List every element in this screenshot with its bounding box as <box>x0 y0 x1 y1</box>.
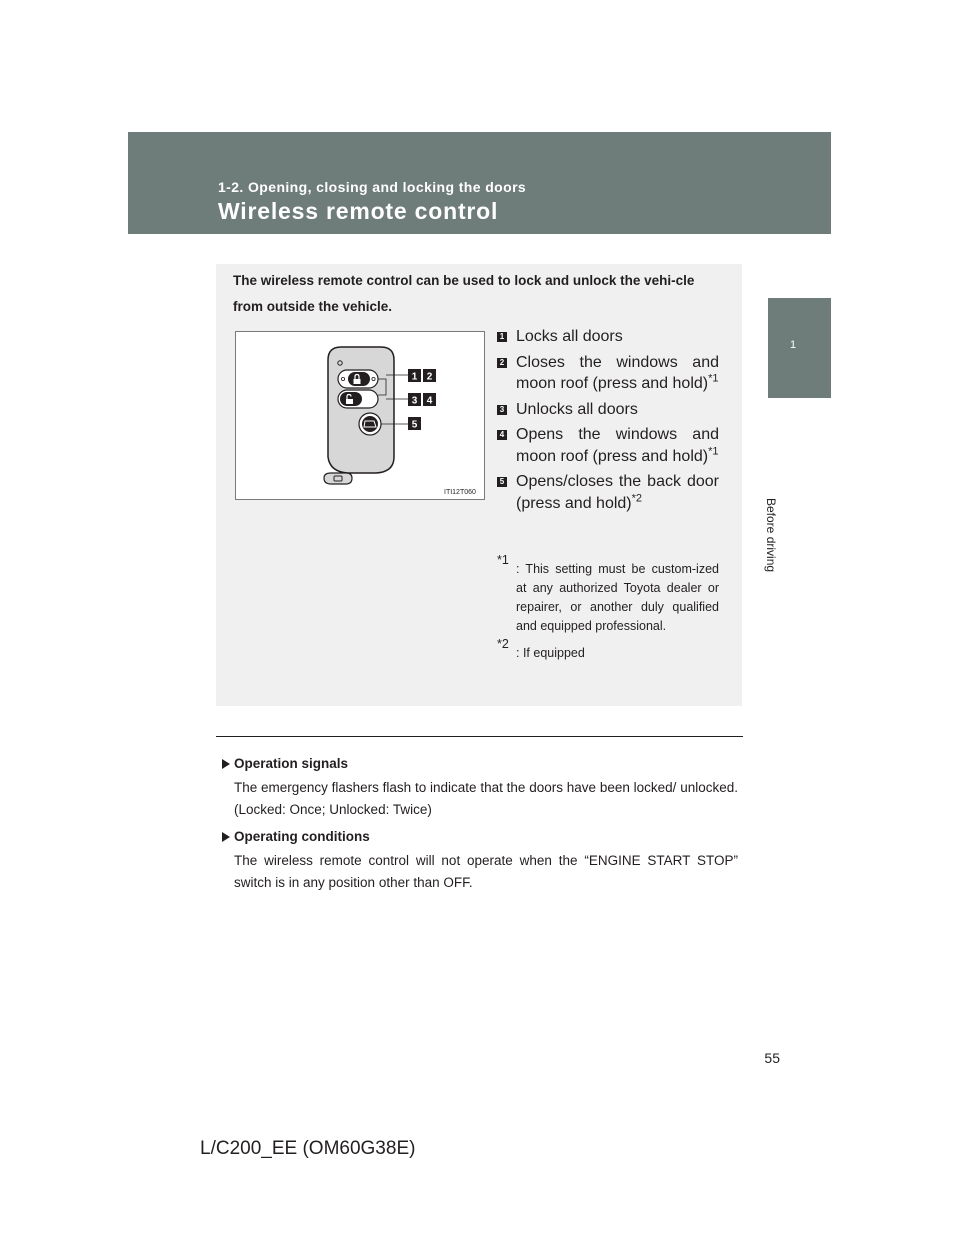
page-title: Wireless remote control <box>218 198 499 224</box>
number-badge: 1 <box>497 332 507 342</box>
info-body: The wireless remote control will not operate when the “ENGINE START STOP” switch is in any position other than OFF. <box>234 853 738 890</box>
remote-key-figure <box>235 331 485 500</box>
function-item <box>497 352 719 395</box>
triangle-bullet-icon <box>222 832 230 842</box>
function-list <box>497 326 719 518</box>
mechanical-key <box>324 473 352 484</box>
info-section <box>222 754 738 900</box>
info-heading-text: Operating conditions <box>234 829 370 844</box>
function-text: Closes the windows and moon roof (press and hold) <box>516 353 719 392</box>
function-text: Unlocks all doors <box>516 400 638 418</box>
function-item <box>497 326 719 348</box>
info-heading <box>222 827 738 847</box>
footnote-ref: *1 <box>708 372 719 385</box>
callout-number: 4 <box>426 395 433 407</box>
function-item <box>497 399 719 421</box>
divider <box>216 736 743 737</box>
function-item <box>497 471 719 514</box>
intro-text: The wireless remote control can be used to lock and unlock the vehi-cle from outside the vehicle. <box>233 273 695 314</box>
info-heading <box>222 754 738 774</box>
number-badge: 5 <box>497 477 507 487</box>
triangle-bullet-icon <box>222 759 230 769</box>
footnote-text: : This setting must be custom-ized at any authorized Toyota dealer or repairer, or another duly qualified and equipped professional. <box>516 562 719 633</box>
footnote: *2 : If equipped <box>497 637 585 660</box>
callout-number: 5 <box>411 419 418 431</box>
function-text: Opens/closes the back door (press and hold) <box>516 473 719 512</box>
footnote-ref: *1 <box>708 445 719 458</box>
chapter-tab-label: Before driving <box>764 498 778 573</box>
unlock-icon-body <box>346 399 353 404</box>
lock-icon-body <box>354 379 361 384</box>
function-item <box>497 424 719 467</box>
number-badge: 2 <box>497 358 507 368</box>
page-number: 55 <box>764 1050 780 1066</box>
chapter-tab-number: 1 <box>789 339 797 351</box>
info-heading-text: Operation signals <box>234 756 349 771</box>
footer-code: L/C200_EE (OM60G38E) <box>200 1138 416 1159</box>
remote-key-illustration <box>236 332 484 499</box>
figure-code: ITI12T060 <box>444 489 476 496</box>
callout-number: 1 <box>411 371 418 383</box>
function-text: Opens the windows and moon roof (press and hold) <box>516 426 719 465</box>
section-title: 1-2. Opening, closing and locking the doors <box>218 179 527 195</box>
function-text: Locks all doors <box>516 328 623 345</box>
footnote: *1 : This setting must be custom-ized at any authorized Toyota dealer or repairer, or another duly qualified and equipped professional. <box>497 553 719 633</box>
key-fob-body <box>328 347 394 473</box>
info-body: The emergency flashers flash to indicate that the doors have been locked/ unlocked. (Locked: Once; Unlocked: Twice) <box>234 780 738 817</box>
footnote-text: : If equipped <box>516 646 585 660</box>
callout-number: 3 <box>411 395 418 407</box>
footnotes <box>497 553 719 671</box>
callout-number: 2 <box>426 371 433 383</box>
number-badge: 3 <box>497 405 507 415</box>
footnote-ref: *2 <box>631 492 643 505</box>
number-badge: 4 <box>497 430 507 440</box>
